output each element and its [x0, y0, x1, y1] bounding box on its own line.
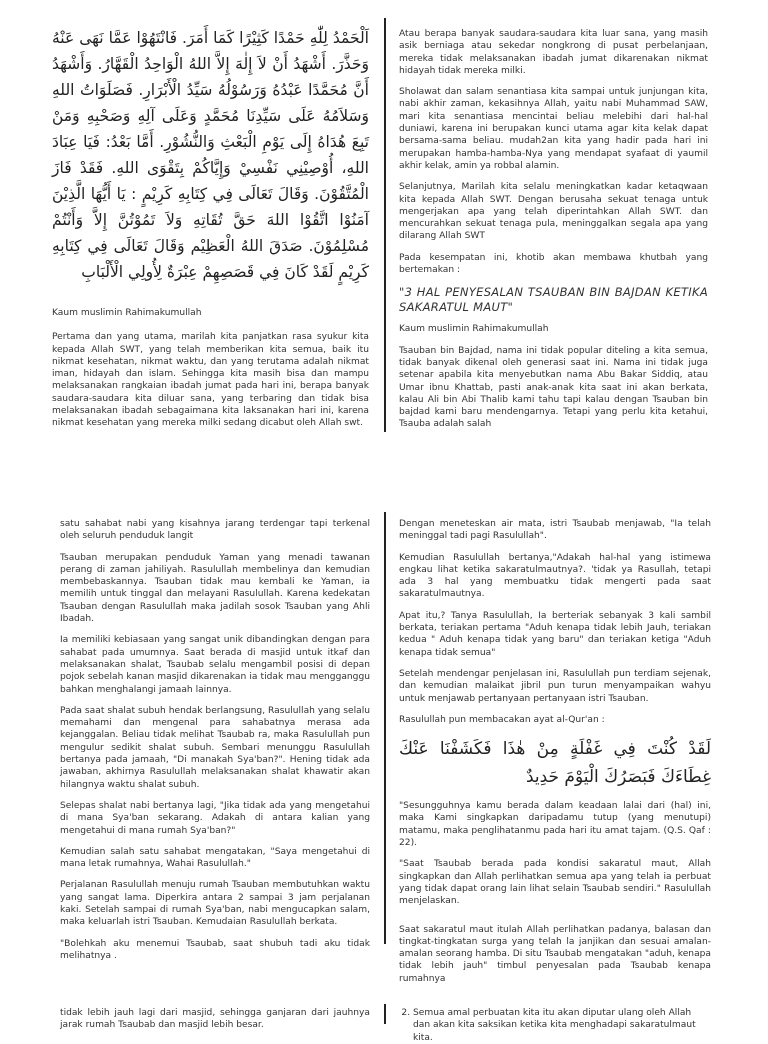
paragraph: "Sesungguhnya kamu berada dalam keadaan lalai dari (hal) ini, maka Kami singkapkan daripadamu tutup (yang menutupi) matamu, maka penglihatanmu pada hari itu amat tajam. (Q.S. Qaf : 22). [399, 801, 711, 849]
paragraph: Saat sakaratul maut itulah Allah perlihatkan padanya, balasan dan tingkat-tingkatan surga yang telah la janjikan dan sesuai amalan-amalan seorang hamba. Di situ Tsaubab mengatakan "aduh, kenapa tidak lebih jauh" timbul penyesalan pada Tsaubab kenapa rumahnya [399, 924, 711, 984]
paragraph: Rasulullah pun membacakan ayat al-Qur'an : [399, 714, 605, 725]
paragraph: Atau berapa banyak saudara-saudara kita luar sana, yang masih asik berniaga atau sekedar nongkrong di pusat perbelanjaan, mereka tidak melaksanakan ibadah jumat dikarenakan nikmat hidayah tidak mereka milki. [399, 29, 708, 76]
column-divider [384, 18, 386, 432]
paragraph: Ia memiliki kebiasaan yang sangat unik dibandingkan dengan para sahabat pada umumnya. Saat berada di masjid untuk itkaf dan melaksanakan shalat, Tsaubab selalu mengambil posisi di depan pojok sebelah kanan masjid dikarenakan ia tidak mau mengganggu bahkan menghalangi jamaah lainnya. [60, 635, 370, 695]
page1-right-column [399, 28, 708, 440]
numbered-list [399, 1007, 711, 1044]
list-item: 2. Semua amal perbuatan kita itu akan diputar ulang oleh Allah dan akan kita saksikan ketika kita menghadapi sakaratulmaut kita. [413, 1007, 711, 1044]
paragraph: Setelah mendengar penjelasan ini, Rasulullah pun terdiam sejenak, dan kemudian malaikat jibril pun turun menyampaikan wahyu untuk menjawab pertanyaan pertanyaan istri Tsauban. [399, 668, 711, 704]
page2-left-column [60, 518, 370, 971]
paragraph: "Saat Tsaubab berada pada kondisi sakaratul maut, Allah singkapkan dan Allah perlihatkan semua apa yang telah ia perbuat yang tidak dapat orang lain lihat selain Tsaubab sendiri." Rasulullah menjelaskan. [399, 859, 711, 907]
paragraph: Pada kesempatan ini, khotib akan membawa khutbah yang bertemakan : [399, 252, 708, 276]
page3-right-column [399, 1007, 711, 1044]
paragraph: Kemudian Rasulullah bertanya,"Adakah hal-hal yang istimewa engkau lihat ketika sakaratulmautnya?. 'tidak ya Rasullah, tetapi ada 3 hal yang membuatku tidak mengerti pada saat sakaratulmautnya. [399, 552, 711, 600]
greeting: Kaum muslimin Rahimakumullah [399, 324, 549, 335]
paragraph: Dengan meneteskan air mata, istri Tsaubab menjawab, "Ia telah meninggal tadi pagi Rasulullah". [399, 519, 711, 542]
column-divider [384, 512, 386, 944]
paragraph: Kemudian salah satu sahabat mengatakan, "Saya mengetahui di mana letak rumahnya, Wahai Rasulullah." [60, 846, 370, 870]
paragraph: Tsauban merupakan penduduk Yaman yang menadi tawanan perang di zaman jahiliyah. Rasulullah membelinya dan kemudian membebaskannya. Tsauban tidak mau kembali ke Yaman, ia memilih untuk tinggal dan melayani Rasulullah. Karena kedekatan Tsauban dengan Rasulullah maka jadilah sosok Tsauban yang Ahli Ibadah. [60, 552, 370, 625]
arabic-opening-prayer: اَلْحَمْدُ لِلّٰهِ حَمْدًا كَثِيْرًا كَمَا أَمَرَ. فَانْتَهُوْا عَمَّا نَهَى عَنْهُ وَحَذَّرَ. أَشْهَدُ أَنْ لاَ إِلٰهَ إِلاَّ اللهُ الْوَاحِدُ الْقَهَّارُ. وَأَشْهَدُ أَنَّ مُحَمَّدًا عَبْدُهُ وَرَسُوْلُهُ سَيِّدُ الْأَبْرَارِ. فَصَلَوَاتُ اللهِ وَسَلاَمُهُ عَلَى سَيِّدِنَا مُحَمَّدٍ وَعَلَى آلِهِ وَصَحْبِهِ وَمَنْ تَبِعَ هُدَاهُ إِلَى يَوْمِ الْبَعْثِ وَالنُّشُوْرِ. أَمَّا بَعْدُ: فَيَا عِبَادَ اللهِ، أُوْصِيْنِي نَفْسِيْ وَإِيَّاكُمْ بِتَقْوَى اللهِ. فَقَدْ فَازَ الْمُتَّقُوْنَ. وَقَالَ تَعَالَى فِي كِتَابِهِ كَرِيْمٍ : يَا أَيُّهَا الَّذِيْنَ آمَنُوْا اتَّقُوْا اللهَ حَقَّ تُقَاتِهِ وَلاَ تَمُوْتُنَّ إِلاَّ وَأَنْتُمْ مُسْلِمُوْنَ. صَدَقَ اللهُ الْعَظِيْم وَقَالَ تَعَالَى فِي كِتَابِهِ كَرِيْمٍ لَقَدْ كَانَ فِي قَصَصِهِمْ عِبْرَةٌ لِأُولِي الْأَلْبَابِ [52, 29, 369, 281]
paragraph: Pertama dan yang utama, marilah kita panjatkan rasa syukur kita kepada Allah SWT, yang telah memberikan kita semua, baik itu nikmat kesehatan, nikmat waktu, dan yang terutama adalah nikmat iman, hidayah dan islam. Sehingga kita masih bisa dan mampu melaksanakan rangkaian ibadah jumat pada hari ini, berapa banyak saudara-saudara kita diluar sana, yang terbaring dan tidak bisa melaksanakan ibadah sebagaimana kita laksanakan hari ini, karena nikmat kesehatan yang mereka milki sedang dicabut oleh Allah swt. [52, 332, 369, 429]
page2-right-column [399, 518, 711, 994]
paragraph: Apat itu,? Tanya Rasulullah, Ia berteriak sebanyak 3 kali sambil berkata, teriakan pertama "Aduh kenapa tidak lebih Jauh, teriakan kedua " Aduh kenapa tidak yang baru" dan teriakan ketiga "Aduh kenapa tidak semua" [399, 610, 711, 658]
column-divider [384, 1004, 386, 1024]
sermon-title: "3 HAL PENYESALAN TSAUBAN BIN BAJDAN KETIKA SAKARATUL MAUT" [399, 285, 708, 315]
paragraph: "Bolehkah aku menemui Tsaubab, saat shubuh tadi aku tidak melihatnya . [60, 938, 370, 961]
paragraph: Selanjutnya, Marilah kita selalu meningkatkan kadar ketaqwaan kita kepada Allah SWT. Dengan berusaha sekuat tenaga untuk mengerjakan apa yang telah diperintahkan Allah SWT. dan mencurahkan sekuat tenaga pula, meninggalkan segala apa yang dilarang Allah SWT [399, 182, 708, 242]
paragraph: Selepas shalat nabi bertanya lagi, "Jika tidak ada yang mengetahui di mana Sya'ban sekarang. Adakah di antara kalian yang mengetahui di mana rumah Sya'ban?" [60, 800, 370, 836]
paragraph: satu sahabat nabi yang kisahnya jarang terdengar tapi terkenal oleh seluruh penduduk langit [60, 519, 370, 542]
quran-verse: لَقَدْ كُنْتَ فِي غَفْلَةٍ مِنْ هٰذَا فَكَشَفْنَا عَنْكَ غِطَاءَكَ فَبَصَرُكَ الْيَوْمَ حَدِيدٌ [399, 739, 711, 788]
paragraph: Pada saat shalat subuh hendak berlangsung, Rasulullah yang selalu memahami dan mengenal para sahabatnya merasa ada kejanggalan. Beliau tidak melihat Tsaubab ra, maka Rasulullah pun mengulur sedikit shalat subuh. Sembari menunggu Rasulullah bertanya pada jamaah, "Di manakah Sya'ban?". Hening tidak ada jawaban, akhirnya Rasulullah melaksanakan shalat khawatir akan hilangnya waktu shalat subuh. [60, 705, 370, 790]
paragraph: Perjalanan Rasulullah menuju rumah Tsauban membutuhkan waktu yang sangat lama. Diperkira antara 2 sampai 3 jam perjalanan kaki. Setelah sampai di rumah Sya'ban, nabi mengucapkan salam, maka keluarlah istri Tsauban. Kemudaian Rasulullah berkata. [60, 880, 370, 928]
paragraph: Tsauban bin Bajdad, nama ini tidak popular diteling a kita semua, tidak banyak dikenal oleh generasi saat ini. Nama ini tidak juga setenar apabila kita menyebutkan nama Abu Bakar Siddiq, atau Umar ibnu Khattab, pasti anak-anak kita saat ini akan berkata, kalau Ali bin Abi Thalib kami tahu tapi kalau dengan Tsauban bin bajdad kami baru mendengarnya. Tetapi yang perlu kita ketahui, Tsauba adalah salah [399, 345, 708, 430]
greeting: Kaum muslimin Rahimakumullah [52, 308, 202, 318]
paragraph: tidak lebih jauh lagi dari masjid, sehingga ganjaran dari jauhnya jarak rumah Tsaubab dan masjid lebih besar. [60, 1008, 370, 1031]
paragraph: Sholawat dan salam senantiasa kita sampai untuk junjungan kita, nabi akhir zaman, kekasihnya Allah, yaitu nabi Muhammad SAW, mari kita senantiasa mencintai beliau melebihi dari hal-hal duniawi, karena ini berupakan kunci utama agar kita kelak dapat bersama-sama beliau. mudah2an kita yang hadir pada hari ini merupakan hamba-hamba-Nya yang mendapat syafaat di yaumil akhir kelak, amin ya robbal alamin. [399, 87, 708, 171]
page1-left-column [52, 25, 369, 439]
